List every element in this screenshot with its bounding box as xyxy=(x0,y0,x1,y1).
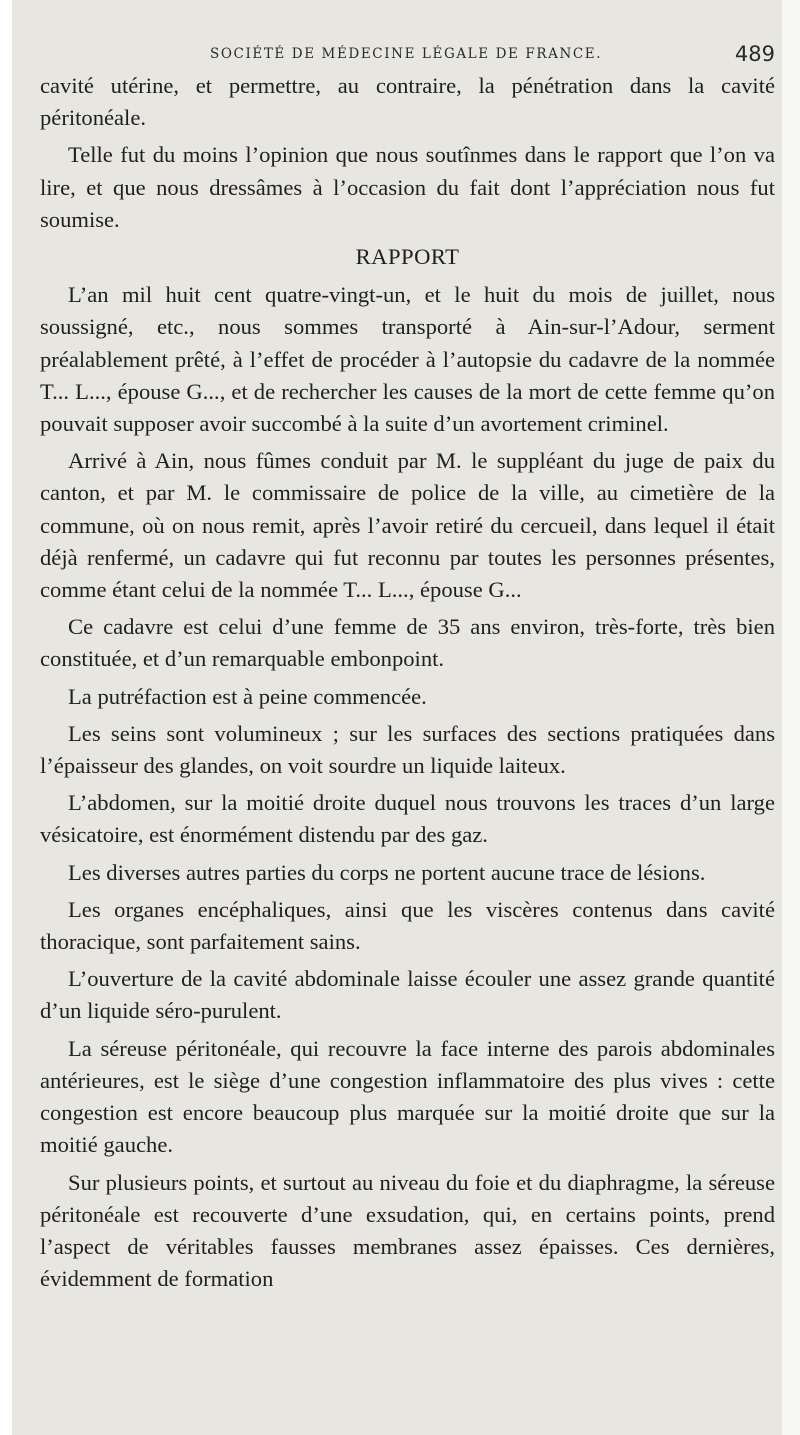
paragraph: L’abdomen, sur la moitié droite duquel nous trouvons les traces d’un large vésicatoire, est énormément distendu par des gaz. xyxy=(40,790,775,848)
scanned-page xyxy=(12,0,782,1435)
paragraph: Les seins sont volumineux ; sur les surfaces des sections pratiquées dans l’épaisseur des glandes, on voit sourdre un liquide laiteux. xyxy=(40,720,775,779)
paragraph: La putréfaction est à peine commencée. xyxy=(68,683,427,709)
section-heading: RAPPORT xyxy=(355,244,460,270)
page-number: 489 xyxy=(734,42,775,66)
paragraph: La séreuse péritonéale, qui recouvre la face interne des parois abdominales antérieures, est le siège d’une congestion inflammatoire des plus vives : cette congestion est encore beaucoup plus marquée sur la moitié droite que sur la moitié gauche. xyxy=(40,1035,775,1158)
paragraph: Les diverses autres parties du corps ne portent aucune trace de lésions. xyxy=(68,859,706,885)
paragraph-continuation: cavité utérine, et permettre, au contraire, la pénétration dans la cavité péritonéale. xyxy=(40,73,775,131)
paragraph: Arrivé à Ain, nous fûmes conduit par M. le suppléant du juge de paix du canton, et par M. le commissaire de police de la ville, au cimetière de la commune, où on nous remit, après l’avoir retiré du cercueil, dans lequel il était déjà renfermé, un cadavre qui fut reconnu par toutes les personnes présentes, comme étant celui de la nommée T... L..., épouse G... xyxy=(40,448,775,603)
paragraph: L’an mil huit cent quatre-vingt-un, et le huit du mois de juillet, nous soussigné, etc., nous sommes transporté à Ain-sur-l’Adour, serment préalablement prêté, à l’effet de procéder à l’autopsie du cadavre de la nommée T... L..., épouse G..., et de rechercher les causes de la mort de cette femme qu’on pouvait supposer avoir succombé à la suite d’un avortement criminel. xyxy=(40,282,775,437)
paragraph: Ce cadavre est celui d’une femme de 35 ans environ, très-forte, très bien constituée, et d’un remarquable embonpoint. xyxy=(40,614,775,672)
paragraph: Sur plusieurs points, et surtout au niveau du foie et du diaphragme, la séreuse péritonéale est recouverte d’une exsudation, qui, en certains points, prend l’aspect de véritables fausses membranes assez épaisses. Ces dernières, évidemment de formation xyxy=(40,1169,775,1292)
paragraph: L’ouverture de la cavité abdominale laisse écouler une assez grande quantité d’un liquide séro-purulent. xyxy=(40,966,775,1024)
paragraph: Telle fut du moins l’opinion que nous soutînmes dans le rapport que l’on va lire, et que nous dressâmes à l’occasion du fait dont l’appréciation nous fut soumise. xyxy=(40,142,775,232)
running-title: SOCIÉTÉ DE MÉDECINE LÉGALE DE FRANCE. xyxy=(210,46,603,62)
body-text xyxy=(40,70,775,1300)
page-margin xyxy=(782,0,800,1435)
paragraph: Les organes encéphaliques, ainsi que les viscères contenus dans cavité thoracique, sont parfaitement sains. xyxy=(40,896,775,955)
